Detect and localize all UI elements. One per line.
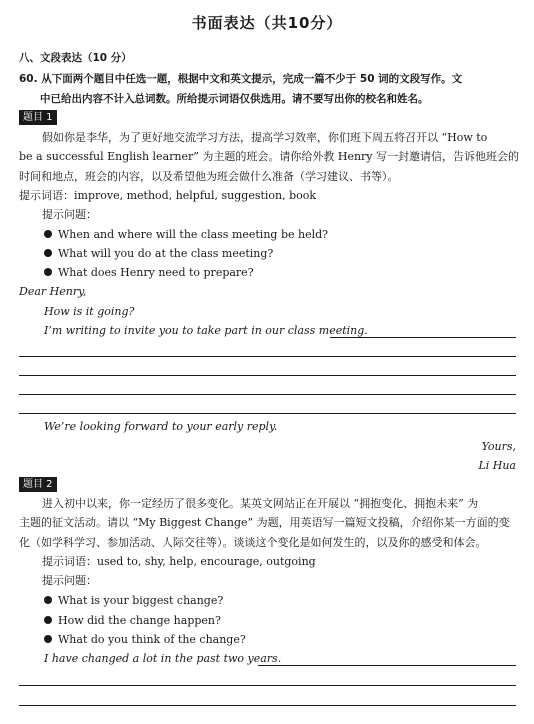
letter-signoff: Yours, [481,440,516,453]
bullet-icon [44,616,52,624]
topic-2-hint-words: 提示词语：used to, shy, help, encourage, outgoing [42,555,316,568]
answer-line[interactable] [258,665,516,666]
answer-line[interactable] [19,705,516,706]
topic-1-question: What will you do at the class meeting? [44,247,273,261]
letter-signature: Li Hua [478,459,516,472]
bullet-icon [44,596,52,604]
topic-2-prompt-line-1: 进入初中以来，你一定经历了很多变化。某英文网站正在开展以 “拥抱变化、拥抱未来” 为 [42,497,479,510]
answer-line[interactable] [19,685,516,686]
letter-greeting: How is it going? [44,305,135,318]
topic-1-question: What does Henry need to prepare? [44,266,254,280]
topic-1-tag: 题目 1 [19,110,57,125]
bullet-icon [44,249,52,257]
answer-line[interactable] [19,394,516,395]
answer-line[interactable] [330,337,516,338]
section-heading: 八、文段表达（10 分） [19,52,132,64]
topic-2-hint-questions-label: 提示问题： [42,574,97,587]
question-instructions-line-1: 60. 从下面两个题目中任选一题，根据中文和英文提示，完成一篇不少于 50 词的文段写作。文 [19,73,463,85]
topic-1-prompt-line-2: be a successful English learner” 为主题的班会。请你给外教 Henry 写一封邀请信，告诉他班会的 [19,150,520,163]
question-instructions-line-2: 中已给出内容不计入总词数。所给提示词语仅供选用。请不要写出你的校名和姓名。 [40,93,429,105]
letter-salutation: Dear Henry, [19,285,87,298]
topic-2-question: How did the change happen? [44,614,221,628]
topic-1-question: When and where will the class meeting be held? [44,228,328,242]
topic-2-prompt-line-2: 主题的征文活动。请以 “My Biggest Change” 为题，用英语写一篇短文投稿，介绍你某一方面的变 [19,516,510,529]
topic-2-question: What do you think of the change? [44,633,246,647]
topic-2-question: What is your biggest change? [44,594,223,608]
page-title: 书面表达（共10分） [191,14,343,32]
essay-opening-sentence: I have changed a lot in the past two years. [44,652,282,665]
bullet-icon [44,635,52,643]
answer-line[interactable] [19,413,516,414]
topic-2-tag: 题目 2 [19,477,57,492]
bullet-icon [44,268,52,276]
topic-1-prompt-line-3: 时间和地点，班会的内容，以及希望他为班会做什么准备（学习建议、书等）。 [19,170,399,183]
answer-line[interactable] [19,356,516,357]
letter-closing-sentence: We’re looking forward to your early reply. [44,420,278,433]
topic-1-hint-questions-label: 提示问题： [42,208,97,221]
answer-line[interactable] [19,375,516,376]
letter-opening-sentence: I’m writing to invite you to take part in our class meeting. [44,324,368,337]
topic-1-prompt-line-1: 假如你是李华，为了更好地交流学习方法，提高学习效率，你们班下周五将召开以 “How to [42,131,488,144]
topic-1-hint-words: 提示词语：improve, method, helpful, suggestion, book [19,189,317,202]
bullet-icon [44,230,52,238]
topic-2-prompt-line-3: 化（如学科学习、参加活动、人际交往等）。谈谈这个变化是如何发生的，以及你的感受和体会。 [19,536,487,549]
